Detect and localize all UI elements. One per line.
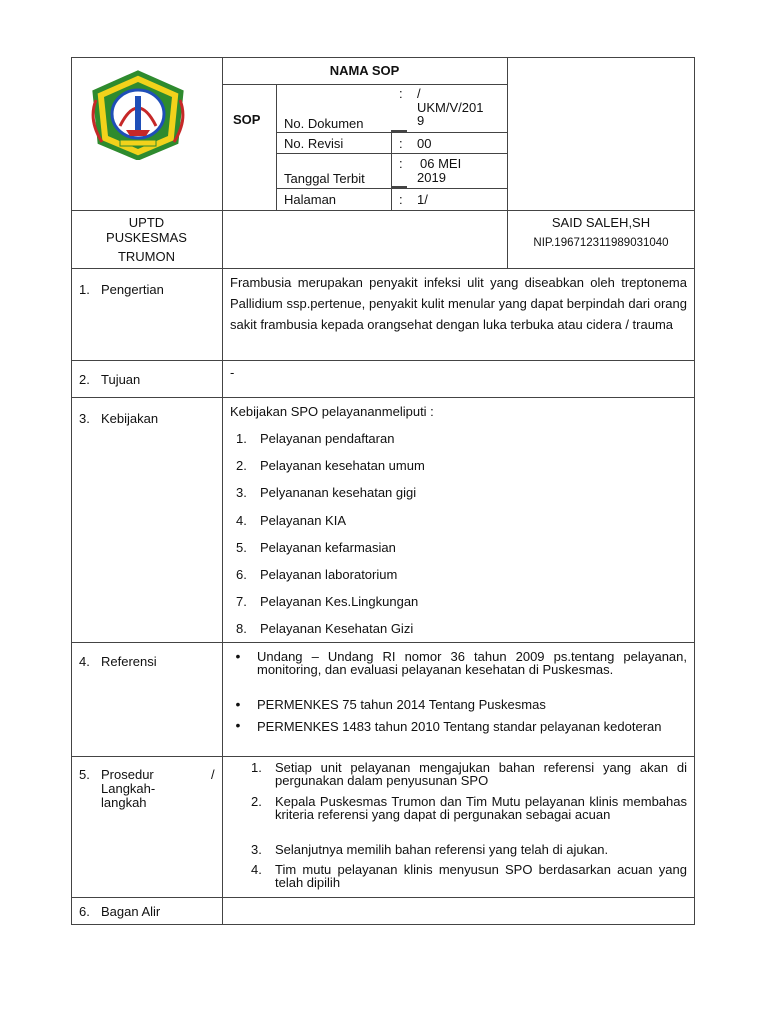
org-line-1: UPTD xyxy=(128,215,165,230)
kebijakan-item-text: Pelayanan Kesehatan Gizi xyxy=(260,621,414,636)
kebijakan-item xyxy=(236,540,396,555)
logo xyxy=(88,70,188,160)
kebijakan-item xyxy=(236,431,394,446)
kebijakan-item-number: 3. xyxy=(236,485,247,500)
kebijakan-intro: Kebijakan SPO pelayananmeliputi : xyxy=(230,404,434,419)
row-line-kebijakan xyxy=(71,642,695,643)
kebijakan-item-number: 4. xyxy=(236,513,247,528)
tujuan-text: - xyxy=(230,365,235,380)
prosedur-label-slash: / xyxy=(211,767,215,782)
kebijakan-item-number: 5. xyxy=(236,540,247,555)
kebijakan-number: 3. xyxy=(79,411,90,426)
row-line-header xyxy=(71,210,695,211)
no-dokumen-value-1: / xyxy=(417,86,421,101)
header-tick-2 xyxy=(391,186,407,188)
tanggal-terbit-value-2: 2019 xyxy=(417,170,446,185)
kebijakan-item xyxy=(236,621,413,636)
border-right xyxy=(694,57,695,924)
kebijakan-item-text: Pelayanan KIA xyxy=(260,513,347,528)
border-top xyxy=(71,57,695,58)
tanggal-terbit-label: Tanggal Terbit xyxy=(284,171,365,186)
prosedur-item: Selanjutnya memilih bahan referensi yang telah di ajukan. xyxy=(275,842,609,857)
prosedur-label-b: Langkah- xyxy=(101,781,156,796)
bullet-icon: • xyxy=(235,717,241,733)
prosedur-label-a: Prosedur xyxy=(101,767,154,782)
bullet-icon: • xyxy=(235,648,241,664)
org-line-3: TRUMON xyxy=(117,249,176,264)
tujuan-label: Tujuan xyxy=(101,372,141,387)
kebijakan-item-text: Pelayanan pendaftaran xyxy=(260,431,395,446)
kebijakan-item-number: 8. xyxy=(236,621,247,636)
referensi-label: Referensi xyxy=(101,654,157,669)
border-bottom xyxy=(71,924,695,925)
prosedur-item-number: 3. xyxy=(251,842,262,857)
prosedur-label-c: langkah xyxy=(101,795,147,810)
header-divider-sop xyxy=(276,84,277,210)
prosedur-number: 5. xyxy=(79,767,90,782)
row-line-tujuan xyxy=(71,397,695,398)
prosedur-item: Setiap unit pelayanan mengajukan bahan referensi yang akan di pergunakan dalam penyusunan SPO xyxy=(275,760,687,788)
prosedur-item: Kepala Puskesmas Trumon dan Tim Mutu pelayanan klinis membahas kriteria referensi yang dapat di pergunakan sebagai acuan xyxy=(275,794,687,822)
bullet-icon: • xyxy=(235,696,241,712)
referensi-number: 4. xyxy=(79,654,90,669)
header-divider-logo xyxy=(222,57,223,210)
signer-nip: NIP.196712311989031040 xyxy=(533,237,669,249)
no-dokumen-colon: : xyxy=(399,86,403,101)
halaman-value: 1/ xyxy=(417,192,428,207)
kebijakan-item-number: 2. xyxy=(236,458,247,473)
org-divider-left xyxy=(222,210,223,268)
kebijakan-label: Kebijakan xyxy=(101,411,159,426)
bagan-number: 6. xyxy=(79,904,90,919)
no-dokumen-value-3: 9 xyxy=(417,113,425,128)
no-revisi-colon: : xyxy=(399,136,403,151)
kebijakan-item-text: Pelyananan kesehatan gigi xyxy=(260,485,417,500)
kebijakan-item-text: Pelayanan Kes.Lingkungan xyxy=(260,594,419,609)
header-line-nama xyxy=(222,84,507,85)
referensi-item: Undang – Undang RI nomor 36 tahun 2009 ps.tentang pelayanan, monitoring, dan evaluasi pelayanan kesehatan di Puskesmas. xyxy=(257,649,687,677)
body-column-divider xyxy=(222,268,223,924)
kebijakan-item-text: Pelayanan kesehatan umum xyxy=(260,458,425,473)
row-line-org xyxy=(71,268,695,269)
prosedur-item: Tim mutu pelayanan klinis menyusun SPO berdasarkan acuan yang telah dipilih xyxy=(275,862,687,890)
tujuan-number: 2. xyxy=(79,372,90,387)
header-divider-right xyxy=(507,57,508,210)
pengertian-text: Frambusia merupakan penyakit infeksi ulit yang diseabkan oleh treptonema Pallidium ssp.pertenue, penyakit kulit menular yang dapat berpindah dari orang sakit frambusia kepada orangsehat dengan luka terbuka atau cidera / trauma xyxy=(230,275,687,332)
header-divider-colon xyxy=(391,132,392,210)
kebijakan-item-text: Pelayanan laboratorium xyxy=(260,567,398,582)
referensi-item: PERMENKES 1483 tahun 2010 Tentang standar pelayanan kedoteran xyxy=(257,719,662,734)
signer-name: SAID SALEH,SH xyxy=(551,215,651,230)
pengertian-label: Pengertian xyxy=(101,282,164,297)
no-dokumen-label: No. Dokumen xyxy=(284,116,364,131)
kebijakan-item-text: Pelayanan kefarmasian xyxy=(260,540,396,555)
tanggal-terbit-colon: : xyxy=(399,156,403,171)
prosedur-item-number: 4. xyxy=(251,862,262,877)
no-dokumen-value-2: UKM/V/201 xyxy=(417,100,484,115)
row-line-pengertian xyxy=(71,360,695,361)
border-left xyxy=(71,57,72,924)
row-line-referensi xyxy=(71,756,695,757)
header-tick-1 xyxy=(391,130,407,132)
kebijakan-item xyxy=(236,594,418,609)
kebijakan-item xyxy=(236,485,416,500)
org-line-2: PUSKESMAS xyxy=(106,230,187,245)
bagan-label: Bagan Alir xyxy=(101,904,161,919)
puskesmas-emblem-icon xyxy=(88,70,188,160)
no-revisi-value: 00 xyxy=(417,136,432,151)
no-revisi-label: No. Revisi xyxy=(284,136,344,151)
prosedur-item-number: 2. xyxy=(251,794,262,809)
tanggal-terbit-value-1: 06 MEI xyxy=(420,156,462,171)
sop-label: SOP xyxy=(233,112,261,127)
nama-sop-title: NAMA SOP xyxy=(329,63,400,78)
kebijakan-item-number: 1. xyxy=(236,431,247,446)
kebijakan-item-number: 7. xyxy=(236,594,247,609)
kebijakan-item xyxy=(236,458,425,473)
kebijakan-item xyxy=(236,513,346,528)
pengertian-number: 1. xyxy=(79,282,90,297)
halaman-colon: : xyxy=(399,192,403,207)
row-line-prosedur xyxy=(71,897,695,898)
halaman-label: Halaman xyxy=(284,192,337,207)
referensi-item: PERMENKES 75 tahun 2014 Tentang Puskesmas xyxy=(257,697,546,712)
kebijakan-item xyxy=(236,567,397,582)
kebijakan-item-number: 6. xyxy=(236,567,247,582)
prosedur-item-number: 1. xyxy=(251,760,262,775)
